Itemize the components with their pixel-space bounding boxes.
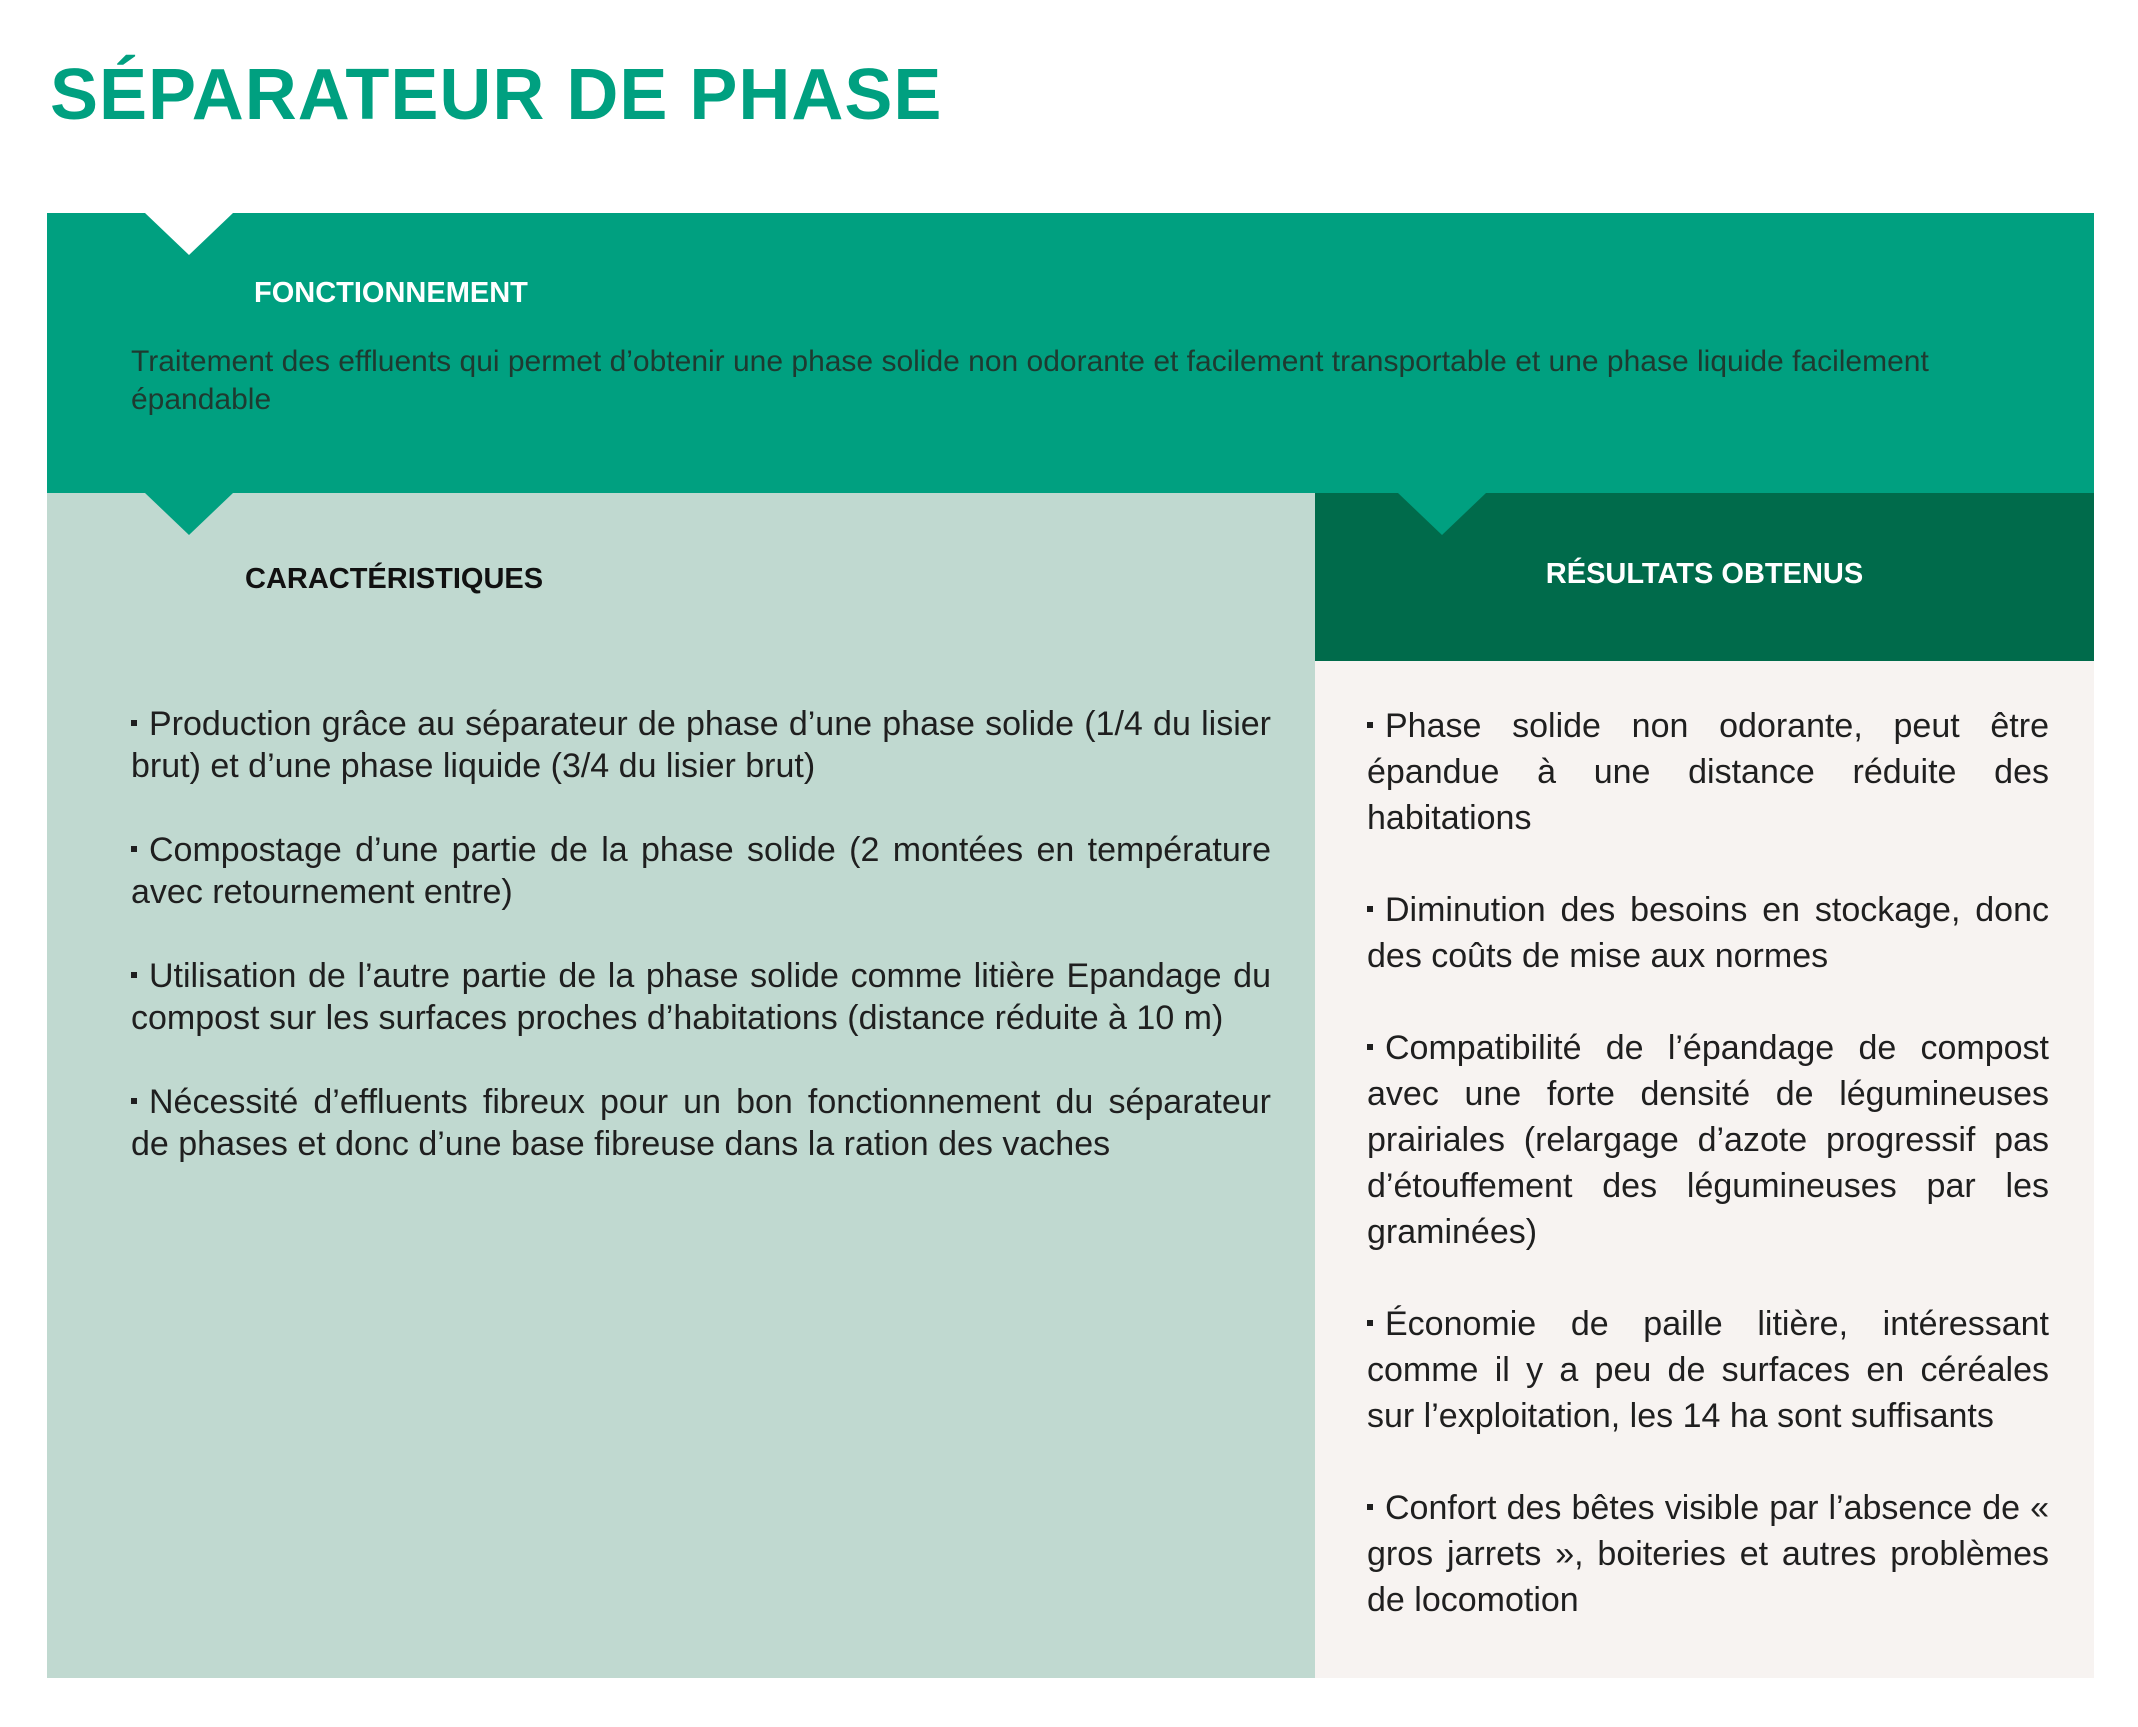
list-item <box>1367 1485 2049 1623</box>
page-title: SÉPARATEUR DE PHASE <box>50 55 943 135</box>
list-item <box>131 829 1271 913</box>
resultats-notch <box>1398 493 1486 535</box>
bullet-icon <box>131 720 137 726</box>
list-item-text: Nécessité d’effluents fibreux pour un bon fonctionnement du séparateur de phases et donc d’une base fibreuse dans la ration des vaches <box>131 1083 1271 1163</box>
list-item-text: Confort des bêtes visible par l’absence de « gros jarrets », boiteries et autres problèmes de locomotion <box>1367 1489 2049 1619</box>
bullet-icon <box>1367 1504 1373 1510</box>
list-item-text: Production grâce au séparateur de phase d’une phase solide (1/4 du lisier brut) et d’une phase liquide (3/4 du lisier brut) <box>131 705 1271 785</box>
fonctionnement-text: Traitement des effluents qui permet d’obtenir une phase solide non odorante et facilement transportable et une phase liquide facilement épandable <box>131 345 1929 416</box>
list-item <box>1367 1025 2049 1255</box>
bullet-icon <box>131 972 137 978</box>
list-item-text: Phase solide non odorante, peut être épandue à une distance réduite des habitations <box>1367 707 2049 837</box>
list-item <box>131 955 1271 1039</box>
bullet-icon <box>131 1098 137 1104</box>
fonctionnement-notch <box>145 213 233 255</box>
list-item-text: Utilisation de l’autre partie de la phase solide comme litière Epandage du compost sur les surfaces proches d’habitations (distance réduite à 10 m) <box>131 957 1271 1037</box>
caracteristiques-notch <box>145 493 233 535</box>
list-item <box>131 1081 1271 1165</box>
list-item <box>1367 887 2049 979</box>
list-item-text: Économie de paille litière, intéressant comme il y a peu de surfaces en céréales sur l’exploitation, les 14 ha sont suffisants <box>1367 1305 2049 1435</box>
list-item <box>1367 1301 2049 1439</box>
bullet-icon <box>1367 1320 1373 1326</box>
list-item-text: Compatibilité de l’épandage de compost avec une forte densité de légumineuses prairiales (relargage d’azote progressif pas d’étouffement des légumineuses par les graminées) <box>1367 1029 2049 1251</box>
resultats-heading: RÉSULTATS OBTENUS <box>1545 558 1864 590</box>
list-item-text: Diminution des besoins en stockage, donc des coûts de mise aux normes <box>1367 891 2049 975</box>
bullet-icon <box>131 846 137 852</box>
bullet-icon <box>1367 1044 1373 1050</box>
list-item <box>131 703 1271 787</box>
fonctionnement-heading: FONCTIONNEMENT <box>254 277 528 309</box>
list-item <box>1367 703 2049 841</box>
caracteristiques-list <box>131 703 1271 1207</box>
caracteristiques-heading: CARACTÉRISTIQUES <box>245 563 544 595</box>
resultats-list <box>1367 703 2049 1669</box>
bullet-icon <box>1367 722 1373 728</box>
list-item-text: Compostage d’une partie de la phase solide (2 montées en température avec retournement entre) <box>131 831 1271 911</box>
bullet-icon <box>1367 906 1373 912</box>
